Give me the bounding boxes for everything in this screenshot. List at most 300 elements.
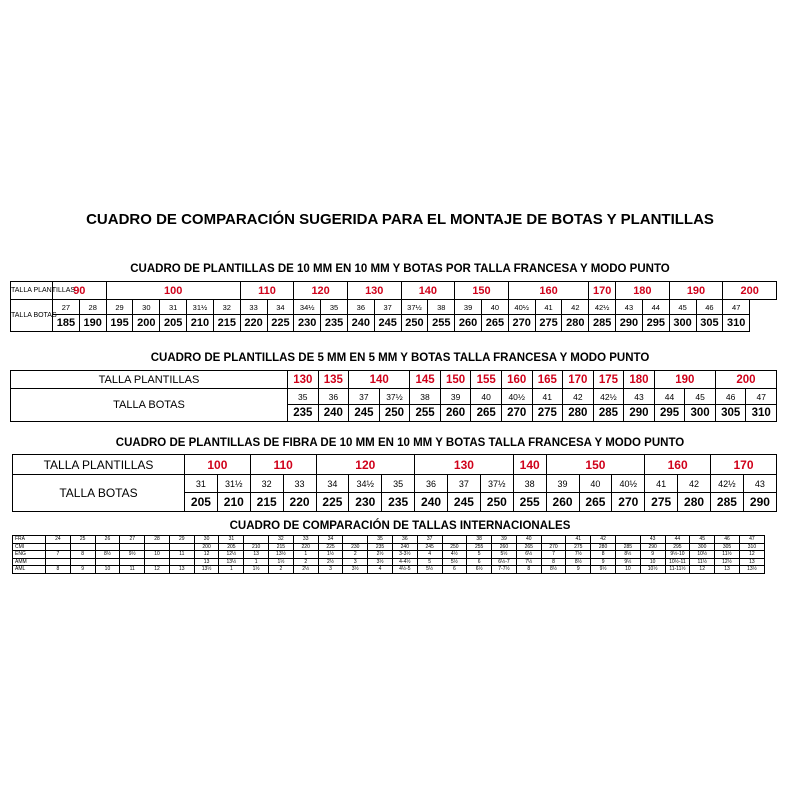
- plantilla-size-cell: 120: [294, 282, 348, 300]
- plantilla-size-cell: 130: [415, 455, 514, 475]
- intl-size-cell: 11½: [690, 558, 715, 566]
- bota-size-cell: 265: [482, 315, 509, 332]
- label-talla-botas: TALLA BOTAS: [13, 475, 185, 512]
- bota-size-cell: 285: [589, 315, 616, 332]
- bota-size-cell: 235: [382, 493, 415, 512]
- label-talla-plantillas: TALLA PLANTILLAS: [13, 455, 185, 475]
- bota-size-cell: 225: [267, 315, 294, 332]
- punto-size-cell: 39: [455, 300, 482, 315]
- intl-size-cell: 260: [492, 543, 517, 551]
- plantilla-size-cell: 170: [563, 371, 594, 389]
- bota-size-cell: 280: [563, 405, 594, 422]
- intl-size-cell: 200: [194, 543, 219, 551]
- intl-row-label: AML: [13, 566, 46, 574]
- bota-size-cell: 200: [133, 315, 160, 332]
- intl-size-cell: 10: [145, 551, 170, 559]
- intl-size-cell: [95, 558, 120, 566]
- punto-size-cell: 43: [743, 475, 776, 493]
- punto-size-cell: 41: [532, 389, 563, 405]
- intl-size-cell: [244, 536, 269, 544]
- intl-size-cell: 11: [169, 551, 194, 559]
- intl-size-cell: [46, 558, 71, 566]
- plantilla-size-cell: 160: [501, 371, 532, 389]
- bota-size-cell: 265: [579, 493, 612, 512]
- bota-size-cell: 310: [746, 405, 777, 422]
- intl-size-cell: 8½: [566, 558, 591, 566]
- punto-size-cell: 37½: [401, 300, 428, 315]
- intl-size-cell: 3-3½: [392, 551, 417, 559]
- intl-size-cell: 5½: [442, 558, 467, 566]
- punto-size-cell: 32: [213, 300, 240, 315]
- intl-size-cell: 1: [293, 551, 318, 559]
- intl-size-cell: 31: [219, 536, 244, 544]
- bota-size-cell: 300: [669, 315, 696, 332]
- intl-size-cell: 4: [368, 566, 393, 574]
- punto-size-cell: 42: [562, 300, 589, 315]
- intl-size-cell: 3½: [343, 566, 368, 574]
- intl-size-cell: 35: [368, 536, 393, 544]
- intl-size-cell: 11: [120, 566, 145, 574]
- intl-size-cell: 4: [417, 551, 442, 559]
- intl-size-cell: 12: [739, 551, 764, 559]
- intl-size-cell: 8½: [95, 551, 120, 559]
- plantilla-size-cell: 200: [723, 282, 777, 300]
- punto-size-cell: 37: [349, 389, 380, 405]
- intl-size-cell: 3½: [368, 558, 393, 566]
- bota-size-cell: 280: [678, 493, 711, 512]
- intl-size-cell: 13: [739, 558, 764, 566]
- intl-size-cell: 220: [293, 543, 318, 551]
- plantilla-size-cell: 110: [240, 282, 294, 300]
- intl-size-cell: 3: [343, 558, 368, 566]
- intl-size-cell: 1½: [269, 558, 294, 566]
- intl-size-cell: 290: [640, 543, 665, 551]
- intl-size-cell: 27: [120, 536, 145, 544]
- intl-size-cell: 36: [392, 536, 417, 544]
- intl-size-cell: [442, 536, 467, 544]
- intl-size-cell: 7-7½: [492, 566, 517, 574]
- punto-size-cell: 35: [288, 389, 319, 405]
- bota-size-cell: 245: [349, 405, 380, 422]
- intl-size-cell: 10: [640, 558, 665, 566]
- intl-size-cell: 9½: [615, 558, 640, 566]
- intl-size-cell: 45: [690, 536, 715, 544]
- intl-size-cell: 305: [715, 543, 740, 551]
- plantilla-size-cell: 175: [593, 371, 624, 389]
- punto-size-cell: 43: [624, 389, 655, 405]
- plantilla-size-cell: 150: [546, 455, 645, 475]
- intl-size-cell: 46: [715, 536, 740, 544]
- intl-size-cell: 8: [591, 551, 616, 559]
- intl-size-cell: 9½-10: [665, 551, 690, 559]
- bota-size-cell: 255: [513, 493, 546, 512]
- intl-row-label: ENG: [13, 551, 46, 559]
- bota-size-cell: 240: [415, 493, 448, 512]
- punto-size-cell: 34½: [349, 475, 382, 493]
- bota-size-cell: 260: [455, 315, 482, 332]
- label-talla-botas: TALLA BOTAS: [11, 300, 53, 332]
- intl-size-cell: 24: [46, 536, 71, 544]
- bota-size-cell: 245: [374, 315, 401, 332]
- intl-size-cell: 38: [467, 536, 492, 544]
- intl-row-fra: [13, 536, 765, 544]
- plantilla-size-cell: 160: [508, 282, 588, 300]
- intl-size-cell: 13½: [194, 566, 219, 574]
- plantilla-size-cell: 140: [401, 282, 455, 300]
- bota-size-cell: 215: [213, 315, 240, 332]
- bota-size-cell: 285: [711, 493, 744, 512]
- bota-size-cell: 250: [480, 493, 513, 512]
- intl-size-cell: 6: [467, 558, 492, 566]
- plantilla-size-cell: 135: [318, 371, 349, 389]
- table3-title: CUADRO DE PLANTILLAS DE FIBRA DE 10 MM EN 10 MM Y BOTAS TALLA FRANCESA Y MODO PUNTO: [115, 437, 685, 449]
- punto-size-cell: 34: [267, 300, 294, 315]
- intl-size-cell: 13: [244, 551, 269, 559]
- intl-size-cell: [169, 558, 194, 566]
- intl-size-cell: 41: [566, 536, 591, 544]
- intl-size-cell: 13½: [739, 566, 764, 574]
- punto-size-cell: 44: [642, 300, 669, 315]
- intl-size-cell: 6½: [516, 551, 541, 559]
- intl-size-cell: 205: [219, 543, 244, 551]
- bota-size-cell: 225: [316, 493, 349, 512]
- intl-size-cell: 26: [95, 536, 120, 544]
- punto-size-cell: 37½: [480, 475, 513, 493]
- intl-size-cell: 310: [739, 543, 764, 551]
- intl-size-cell: 25: [70, 536, 95, 544]
- bota-size-cell: 230: [349, 493, 382, 512]
- intl-size-cell: 4½-5: [392, 566, 417, 574]
- punto-size-cell: 47: [723, 300, 750, 315]
- intl-size-cell: 1: [219, 566, 244, 574]
- plantilla-size-cell: 170: [711, 455, 777, 475]
- intl-size-cell: 5: [467, 551, 492, 559]
- punto-size-cell: 40: [482, 300, 509, 315]
- table-plantillas-5mm: [10, 370, 777, 422]
- intl-size-cell: 265: [516, 543, 541, 551]
- intl-size-cell: 13½: [219, 558, 244, 566]
- bota-size-cell: 270: [612, 493, 645, 512]
- bota-size-cell: 285: [593, 405, 624, 422]
- intl-size-cell: [120, 558, 145, 566]
- intl-size-cell: 8½: [615, 551, 640, 559]
- bota-size-cell: 290: [616, 315, 643, 332]
- intl-size-cell: 2½: [368, 551, 393, 559]
- intl-size-cell: 2: [293, 558, 318, 566]
- intl-size-cell: 9½: [120, 551, 145, 559]
- bota-size-cell: 275: [645, 493, 678, 512]
- punto-size-cell: 31½: [217, 475, 250, 493]
- punto-size-cell: 41: [535, 300, 562, 315]
- intl-size-cell: 6½: [467, 566, 492, 574]
- punto-size-cell: 38: [513, 475, 546, 493]
- plantilla-size-cell: 180: [624, 371, 655, 389]
- punto-size-cell: 28: [79, 300, 106, 315]
- intl-size-cell: 225: [318, 543, 343, 551]
- intl-size-cell: 7: [541, 551, 566, 559]
- plantilla-size-cell: 130: [288, 371, 319, 389]
- punto-size-cell: 42: [678, 475, 711, 493]
- intl-size-cell: 270: [541, 543, 566, 551]
- intl-size-cell: 12½: [219, 551, 244, 559]
- bota-size-cell: 255: [410, 405, 441, 422]
- punto-size-cell: 46: [715, 389, 746, 405]
- punto-size-cell: 44: [654, 389, 685, 405]
- punto-size-cell: 40½: [612, 475, 645, 493]
- intl-size-cell: 7½: [566, 551, 591, 559]
- punto-size-cell: 36: [347, 300, 374, 315]
- intl-size-cell: 7½: [516, 558, 541, 566]
- intl-size-cell: 5: [417, 558, 442, 566]
- intl-size-cell: [70, 558, 95, 566]
- plantilla-size-cell: 200: [715, 371, 776, 389]
- intl-size-cell: [541, 536, 566, 544]
- intl-size-cell: 1: [244, 558, 269, 566]
- punto-size-cell: 46: [696, 300, 723, 315]
- punto-size-cell: 36: [415, 475, 448, 493]
- intl-size-cell: [120, 543, 145, 551]
- punto-size-cell: 34½: [294, 300, 321, 315]
- punto-size-cell: 30: [133, 300, 160, 315]
- bota-size-cell: 245: [448, 493, 481, 512]
- plantilla-size-cell: 180: [616, 282, 670, 300]
- bota-size-cell: 220: [283, 493, 316, 512]
- intl-size-cell: 9: [566, 566, 591, 574]
- intl-size-cell: 33: [293, 536, 318, 544]
- intl-size-cell: 245: [417, 543, 442, 551]
- bota-size-cell: 275: [535, 315, 562, 332]
- row-plantillas: [11, 371, 777, 389]
- table-tallas-internacionales: [12, 535, 765, 574]
- intl-size-cell: [615, 536, 640, 544]
- plantilla-size-cell: 170: [589, 282, 616, 300]
- punto-size-cell: 41: [645, 475, 678, 493]
- plantilla-size-cell: 110: [250, 455, 316, 475]
- plantilla-size-cell: 160: [645, 455, 711, 475]
- bota-size-cell: 185: [53, 315, 80, 332]
- bota-size-cell: 250: [401, 315, 428, 332]
- label-talla-plantillas: TALLA PLANTILLAS: [11, 282, 53, 300]
- intl-size-cell: 285: [615, 543, 640, 551]
- bota-size-cell: 270: [501, 405, 532, 422]
- plantilla-size-cell: 190: [654, 371, 715, 389]
- plantilla-size-cell: 145: [410, 371, 441, 389]
- punto-size-cell: 40: [471, 389, 502, 405]
- punto-size-cell: 32: [250, 475, 283, 493]
- plantilla-size-cell: 155: [471, 371, 502, 389]
- punto-size-cell: 42: [563, 389, 594, 405]
- plantilla-size-cell: 150: [455, 282, 509, 300]
- bota-size-cell: 265: [471, 405, 502, 422]
- table-plantillas-fibra: [12, 454, 777, 512]
- intl-size-cell: 10: [615, 566, 640, 574]
- row-puntos: [11, 389, 777, 405]
- bota-size-cell: 275: [532, 405, 563, 422]
- punto-size-cell: 38: [428, 300, 455, 315]
- intl-size-cell: 300: [690, 543, 715, 551]
- intl-size-cell: 44: [665, 536, 690, 544]
- intl-size-cell: 235: [368, 543, 393, 551]
- bota-size-cell: 295: [642, 315, 669, 332]
- label-talla-botas: TALLA BOTAS: [11, 389, 288, 422]
- table4-title: CUADRO DE COMPARACIÓN DE TALLAS INTERNACIONALES: [229, 520, 571, 532]
- intl-size-cell: 210: [244, 543, 269, 551]
- bota-size-cell: 235: [321, 315, 348, 332]
- punto-size-cell: 39: [546, 475, 579, 493]
- plantilla-size-cell: 100: [106, 282, 240, 300]
- punto-size-cell: 29: [106, 300, 133, 315]
- intl-size-cell: 11-11½: [665, 566, 690, 574]
- punto-size-cell: 31: [160, 300, 187, 315]
- intl-size-cell: 39: [492, 536, 517, 544]
- intl-size-cell: 1½: [318, 551, 343, 559]
- intl-row-label: FRA: [13, 536, 46, 544]
- punto-size-cell: 40½: [508, 300, 535, 315]
- intl-size-cell: 34: [318, 536, 343, 544]
- intl-size-cell: 10: [95, 566, 120, 574]
- punto-size-cell: 38: [410, 389, 441, 405]
- intl-size-cell: 2½: [293, 566, 318, 574]
- row-plantillas: [13, 455, 777, 475]
- intl-size-cell: [70, 543, 95, 551]
- row-puntos: [11, 300, 777, 315]
- intl-row-label: CMI: [13, 543, 46, 551]
- plantilla-size-cell: 90: [53, 282, 107, 300]
- punto-size-cell: 36: [318, 389, 349, 405]
- intl-size-cell: 37: [417, 536, 442, 544]
- intl-size-cell: 13: [169, 566, 194, 574]
- bota-size-cell: 300: [685, 405, 716, 422]
- intl-size-cell: 7: [46, 551, 71, 559]
- table2-title: CUADRO DE PLANTILLAS DE 5 MM EN 5 MM Y BOTAS TALLA FRANCESA Y MODO PUNTO: [150, 352, 650, 364]
- intl-size-cell: 12: [194, 551, 219, 559]
- punto-size-cell: 42½: [711, 475, 744, 493]
- intl-size-cell: 12: [145, 566, 170, 574]
- punto-size-cell: 37½: [379, 389, 410, 405]
- intl-row-amm: [13, 558, 765, 566]
- intl-size-cell: 13: [715, 566, 740, 574]
- bota-size-cell: 235: [288, 405, 319, 422]
- bota-size-cell: 210: [217, 493, 250, 512]
- intl-size-cell: 43: [640, 536, 665, 544]
- punto-size-cell: 35: [382, 475, 415, 493]
- intl-row-aml: [13, 566, 765, 574]
- intl-size-cell: 28: [145, 536, 170, 544]
- intl-size-cell: 4½: [442, 551, 467, 559]
- intl-size-cell: 2: [269, 566, 294, 574]
- intl-size-cell: 5½: [417, 566, 442, 574]
- plantilla-size-cell: 140: [349, 371, 410, 389]
- intl-size-cell: 295: [665, 543, 690, 551]
- intl-size-cell: 8: [46, 566, 71, 574]
- bota-size-cell: 205: [160, 315, 187, 332]
- punto-size-cell: 35: [321, 300, 348, 315]
- intl-size-cell: 10½: [640, 566, 665, 574]
- punto-size-cell: 43: [616, 300, 643, 315]
- intl-size-cell: 10½: [690, 551, 715, 559]
- intl-size-cell: 9: [640, 551, 665, 559]
- bota-size-cell: 260: [440, 405, 471, 422]
- intl-size-cell: 8: [70, 551, 95, 559]
- intl-size-cell: 32: [269, 536, 294, 544]
- plantilla-size-cell: 190: [669, 282, 723, 300]
- intl-size-cell: 3: [318, 566, 343, 574]
- bota-size-cell: 295: [654, 405, 685, 422]
- punto-size-cell: 40: [579, 475, 612, 493]
- bota-size-cell: 310: [723, 315, 750, 332]
- intl-size-cell: 2½: [318, 558, 343, 566]
- plantilla-size-cell: 120: [316, 455, 415, 475]
- punto-size-cell: 45: [669, 300, 696, 315]
- intl-size-cell: 9½: [591, 566, 616, 574]
- intl-size-cell: 12: [690, 566, 715, 574]
- intl-size-cell: 1½: [244, 566, 269, 574]
- table1-title: CUADRO DE PLANTILLAS DE 10 MM EN 10 MM Y BOTAS POR TALLA FRANCESA Y MODO PUNTO: [130, 263, 670, 275]
- punto-size-cell: 40½: [501, 389, 532, 405]
- bota-size-cell: 190: [79, 315, 106, 332]
- row-plantillas: [11, 282, 777, 300]
- punto-size-cell: 34: [316, 475, 349, 493]
- intl-size-cell: [95, 543, 120, 551]
- bota-size-cell: 305: [715, 405, 746, 422]
- intl-size-cell: 4-4½: [392, 558, 417, 566]
- bota-size-cell: 205: [185, 493, 218, 512]
- intl-size-cell: 255: [467, 543, 492, 551]
- punto-size-cell: 47: [746, 389, 777, 405]
- intl-size-cell: 215: [269, 543, 294, 551]
- bota-size-cell: 290: [743, 493, 776, 512]
- intl-size-cell: [169, 543, 194, 551]
- intl-size-cell: 8: [541, 558, 566, 566]
- intl-size-cell: 13: [194, 558, 219, 566]
- intl-size-cell: [145, 543, 170, 551]
- plantilla-size-cell: 130: [347, 282, 401, 300]
- bota-size-cell: 215: [250, 493, 283, 512]
- bota-size-cell: 240: [318, 405, 349, 422]
- intl-size-cell: 230: [343, 543, 368, 551]
- punto-size-cell: 39: [440, 389, 471, 405]
- punto-size-cell: 42½: [589, 300, 616, 315]
- intl-size-cell: 40: [516, 536, 541, 544]
- row-botas: [11, 315, 777, 332]
- punto-size-cell: 31: [185, 475, 218, 493]
- intl-size-cell: [46, 543, 71, 551]
- intl-size-cell: 275: [566, 543, 591, 551]
- bota-size-cell: 210: [187, 315, 214, 332]
- punto-size-cell: 31½: [187, 300, 214, 315]
- intl-row-cmi: [13, 543, 765, 551]
- intl-size-cell: 9: [591, 558, 616, 566]
- intl-size-cell: 42: [591, 536, 616, 544]
- plantilla-size-cell: 150: [440, 371, 471, 389]
- intl-size-cell: [145, 558, 170, 566]
- intl-size-cell: [343, 536, 368, 544]
- plantilla-size-cell: 165: [532, 371, 563, 389]
- punto-size-cell: 37: [374, 300, 401, 315]
- intl-size-cell: 8: [516, 566, 541, 574]
- plantilla-size-cell: 140: [513, 455, 546, 475]
- bota-size-cell: 195: [106, 315, 133, 332]
- intl-size-cell: 280: [591, 543, 616, 551]
- bota-size-cell: 255: [428, 315, 455, 332]
- intl-size-cell: 10½-11: [665, 558, 690, 566]
- plantilla-size-cell: 100: [185, 455, 251, 475]
- intl-size-cell: 2: [343, 551, 368, 559]
- bota-size-cell: 260: [546, 493, 579, 512]
- bota-size-cell: 305: [696, 315, 723, 332]
- intl-size-cell: 250: [442, 543, 467, 551]
- intl-size-cell: 47: [739, 536, 764, 544]
